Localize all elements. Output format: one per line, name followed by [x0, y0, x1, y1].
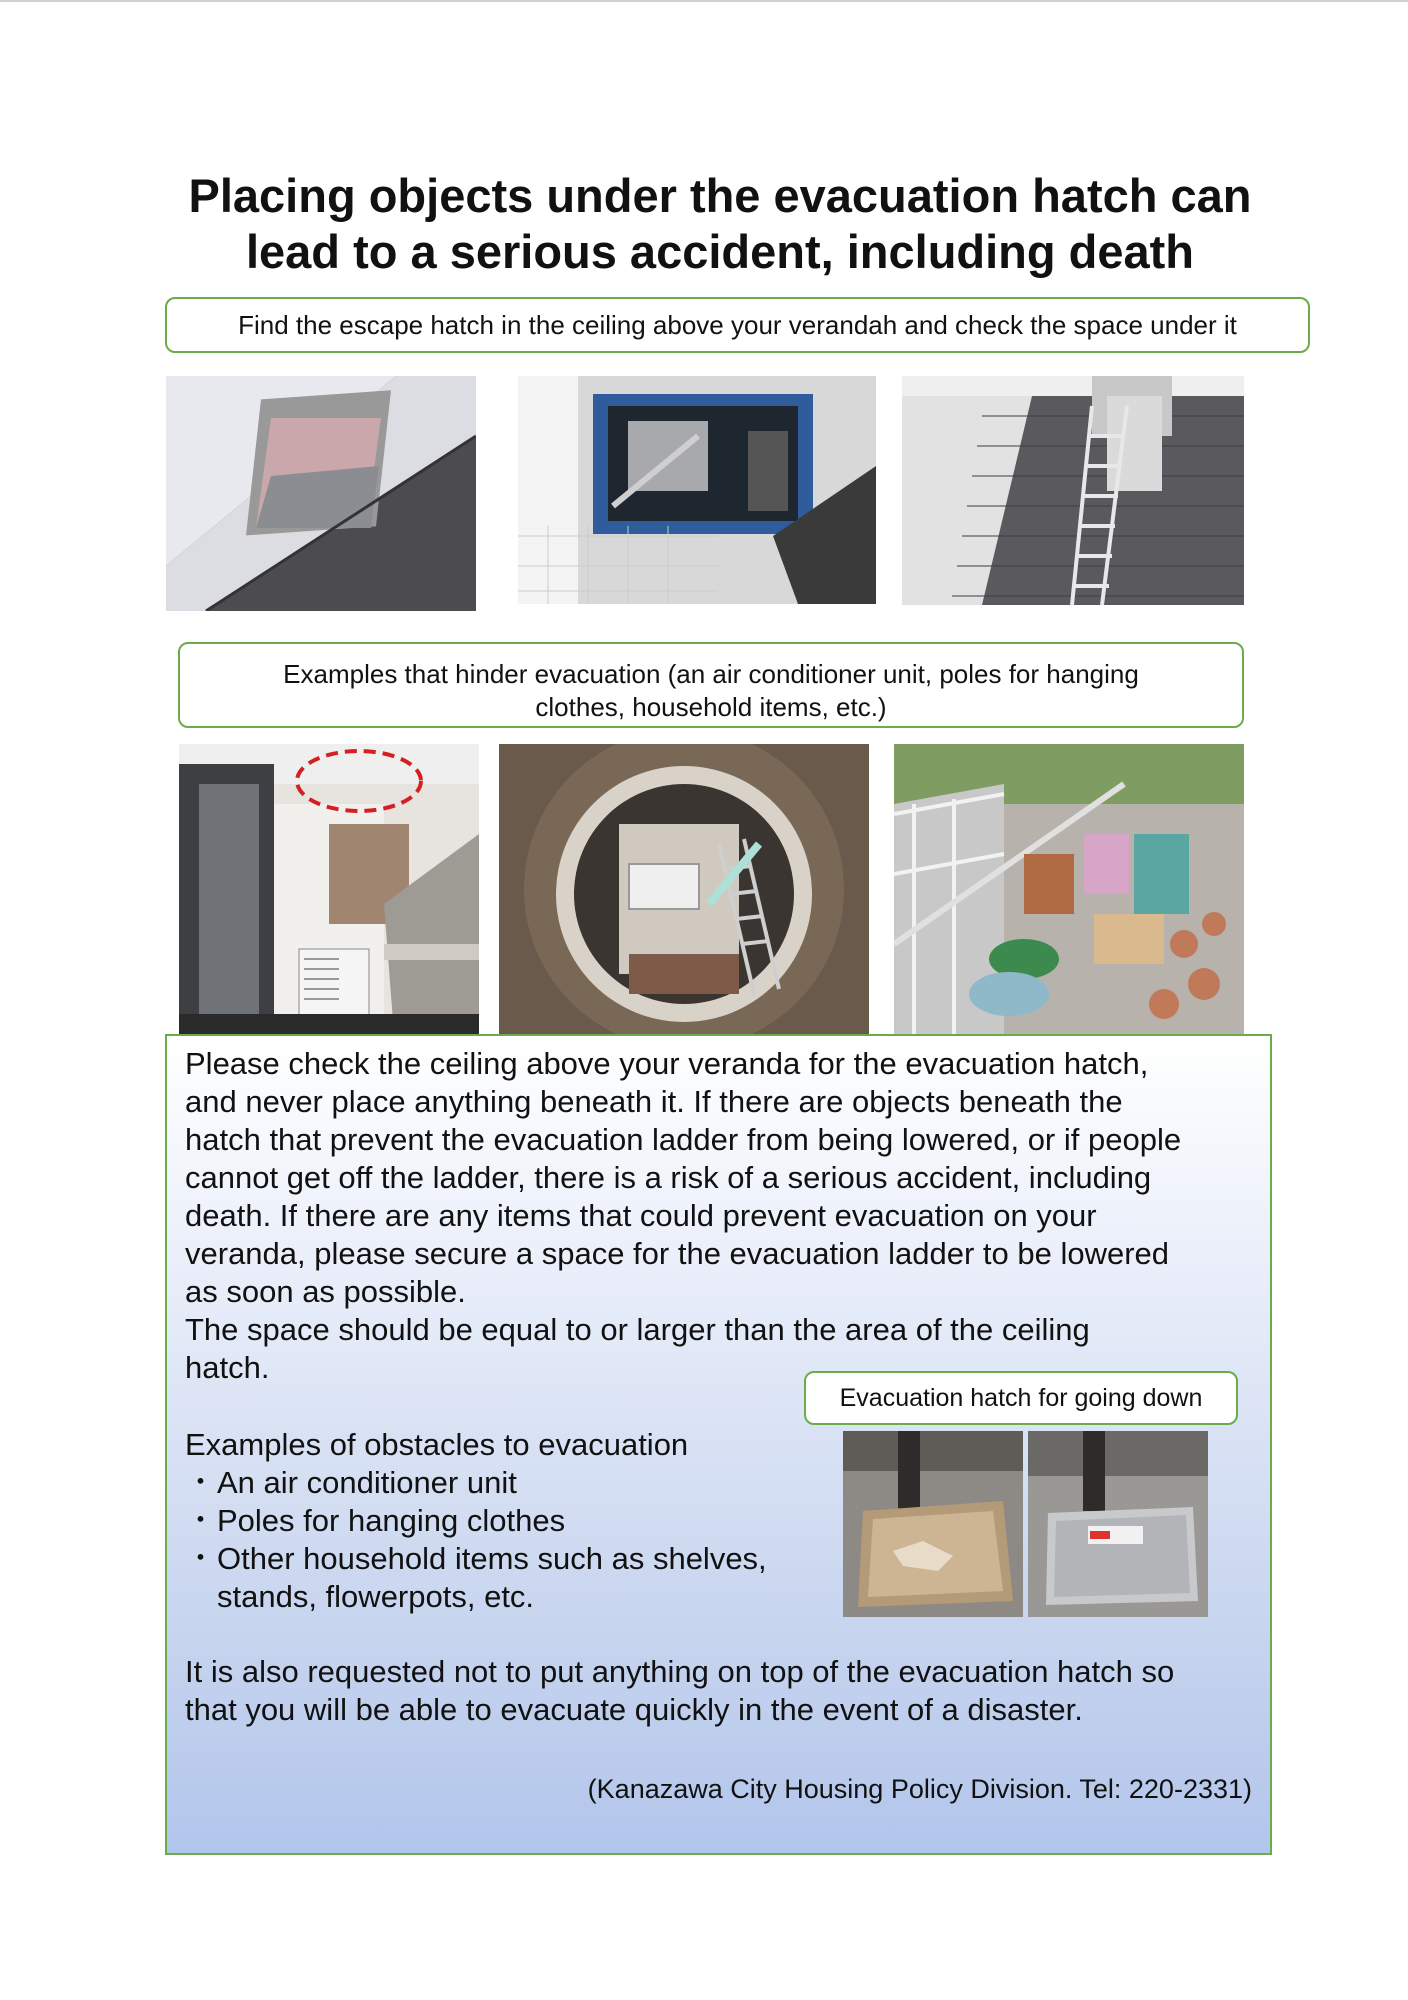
- closing-paragraph: [185, 1653, 1174, 1729]
- obstacle-item: ・ Poles for hanging clothes: [185, 1502, 825, 1540]
- title-line-2: lead to a serious accident, including death: [245, 225, 1195, 278]
- title-line-1: Placing objects under the evacuation hatch can: [188, 169, 1252, 222]
- photo-ceiling-hatch-open: [518, 376, 876, 604]
- warning-line: as soon as possible.: [185, 1274, 466, 1309]
- section-1-label: [165, 297, 1310, 353]
- info-panel: [165, 1034, 1272, 1855]
- obstacle-item: ・ An air conditioner unit: [185, 1464, 825, 1502]
- photo-ceiling-hatch-closed: [166, 376, 476, 611]
- photo-view-down-through-hatch: [499, 744, 869, 1034]
- hatch-down-label-text: Evacuation hatch for going down: [839, 1384, 1203, 1412]
- warning-line: and never place anything beneath it. If there are objects beneath the: [185, 1084, 1123, 1119]
- page-title: [120, 168, 1320, 280]
- closing-line: It is also requested not to put anything on top of the evacuation hatch so: [185, 1654, 1175, 1689]
- obstacles-list: [185, 1464, 825, 1616]
- warning-paragraph: [185, 1045, 1181, 1311]
- contact-credit: (Kanazawa City Housing Policy Division. Tel: 220-2331): [587, 1774, 1252, 1804]
- photo-floor-hatch-steel: [1028, 1431, 1208, 1617]
- space-line: hatch.: [185, 1350, 270, 1385]
- photo-floor-hatch-rusty: [843, 1431, 1023, 1617]
- warning-line: veranda, please secure a space for the evacuation ladder to be lowered: [185, 1236, 1170, 1271]
- hatch-down-label: [804, 1371, 1238, 1425]
- warning-line: death. If there are any items that could prevent evacuation on your: [185, 1198, 1097, 1233]
- top-border: [0, 0, 1408, 2]
- obstacles-heading: Examples of obstacles to evacuation: [185, 1427, 689, 1462]
- warning-line: hatch that prevent the evacuation ladder from being lowered, or if people: [185, 1122, 1182, 1157]
- photo-cluttered-veranda: [894, 744, 1244, 1034]
- warning-line: Please check the ceiling above your veranda for the evacuation hatch,: [185, 1046, 1149, 1081]
- closing-line: that you will be able to evacuate quickly in the event of a disaster.: [185, 1692, 1083, 1727]
- photo-ladder-lowered: [902, 376, 1244, 605]
- section-2-label-line-1: Examples that hinder evacuation (an air conditioner unit, poles for hanging: [283, 659, 1139, 689]
- warning-line: cannot get off the ladder, there is a risk of a serious accident, including: [185, 1160, 1152, 1195]
- section-2-label-line-2: clothes, household items, etc.): [535, 692, 887, 722]
- photo-air-conditioner-under-hatch: [179, 744, 479, 1034]
- obstacle-item: ・ Other household items such as shelves, stands, flowerpots, etc.: [185, 1540, 825, 1616]
- section-1-label-text: Find the escape hatch in the ceiling above your verandah and check the space under it: [238, 310, 1237, 340]
- section-2-label: [178, 642, 1244, 728]
- space-line: The space should be equal to or larger than the area of the ceiling: [185, 1312, 1090, 1347]
